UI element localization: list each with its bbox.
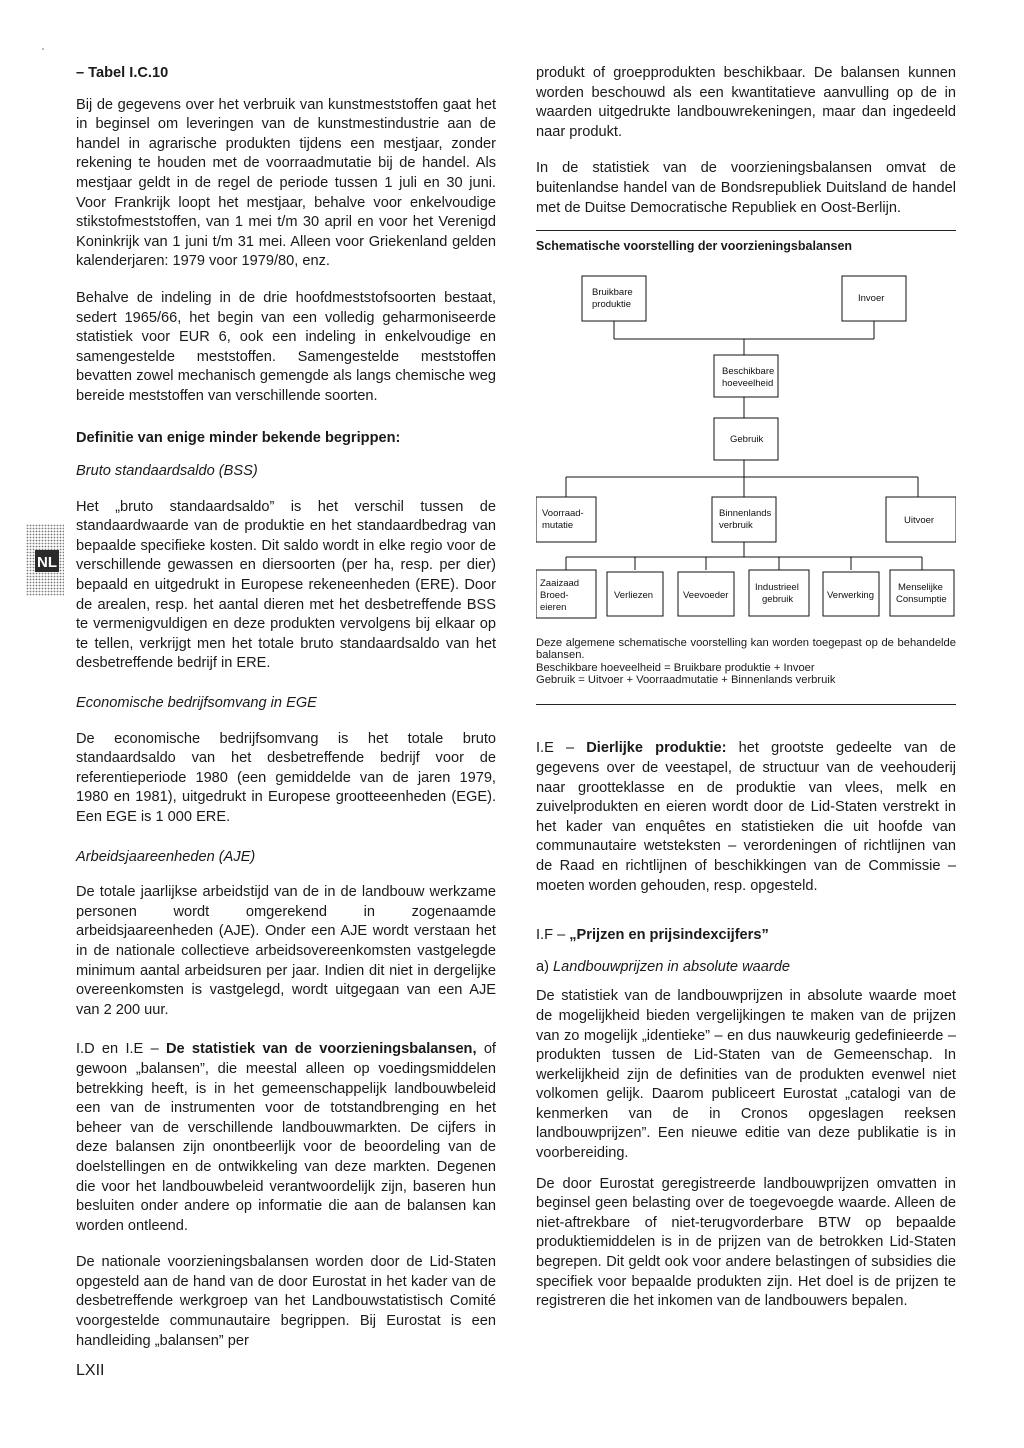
label-voorraad: Voorraad- — [542, 507, 584, 519]
nl-language-badge — [26, 524, 64, 596]
formula-beschikbare: Beschikbare hoeveelheid = Bruikbare produktie + Invoer — [536, 661, 815, 674]
prices-paragraph-2: De door Eurostat geregistreerde landbouwprijzen omvatten in beginsel geen belasting over de toegevoegde waarde. Alleen de niet-aftrekbare of niet-terugvorderbare BTW op bepaalde produktiemiddelen is in de prijzen van de betrokken Lid-Staten begrepen. Dit geldt ook voor andere belastingen of subsidies die specifiek voor bepaalde produkten zijn. Het doel is de prijzen te registreren die het inkomen van de landbouwers bepalen. — [536, 1175, 956, 1310]
svg-text:NL: NL — [37, 554, 57, 571]
absolute-prices-subheading: a) Landbouwprijzen in absolute waarde — [536, 958, 790, 975]
label-verwerking: Verwerking — [827, 589, 874, 601]
label-verliezen: Verliezen — [614, 589, 654, 601]
table-reference: – Tabel I.C.10 — [76, 65, 169, 81]
label-industrieel: Industrieel — [755, 581, 799, 593]
formula-gebruik: Gebruik = Uitvoer + Voorraadmutatie + Binnenlands verbruik — [536, 673, 836, 686]
label-industrieel-gebruik: gebruik — [762, 593, 794, 605]
ege-subheading: Economische bedrijfsomvang in EGE — [76, 695, 317, 712]
paragraph-fertilizer-use: Bij de gegevens over het verbruik van kunstmeststoffen gaat het in beginsel om leveringen van de kunstmestindustrie aan de handel in agrarische produkten tijdens een mestjaar, zonder rekening te houden met de voorraadmutatie bij de handel. Als mestjaar geldt in de regel de periode tussen 1 juli en 30 juni. Voor Frankrijk loopt het mestjaar, behalve voor enkelvoudige stikstofmeststoffen, van 1 mei t/m 30 april en voor het Verenigd Koninkrijk van 1 juni t/m 31 mei. Alleen voor Griekenland gelden kalenderjaren: 1979 voor 1979/80, enz. — [76, 96, 496, 270]
left-column — [76, 64, 496, 1368]
label-verbruik: verbruik — [719, 519, 753, 531]
divider-top — [536, 230, 956, 231]
label-zaaizaad: Zaaizaad — [540, 577, 580, 589]
label-hoeveelheid: hoeveelheid — [722, 377, 774, 389]
label-veevoeder: Veevoeder — [683, 589, 729, 601]
animal-production-paragraph: I.E – Dierlijke produktie: het grootste gedeelte van de gegevens over de veestapel, de structuur van de veehouderij naar grootteklasse en de produktie van vlees, melk en zuivelprodukten en eieren wordt door de Lid-Staten verstrekt in het kader van enquêtes en statistieken die uit hoofde van communautaire wetsteksten – verordeningen of richtlijnen van de Raad en richtlijnen of beschikkingen van de Commissie – moeten worden gehouden, resp. opgesteld. — [536, 740, 957, 894]
bss-paragraph: Het „bruto standaardsaldo” is het verschil tussen de standaardwaarde van de produktie en het standaardbedrag van bepaalde specifieke kosten. Dit saldo wordt in elke regio voor de verschillende gewassen en diersoorten (per ha, resp. per dier) bepaald en uitgedrukt in Europese rekeneenheden (ERE). Door de arealen, resp. het aantal dieren met het desbetreffende BSS te vermenigvuldigen en deze produkten vervolgens bij elkaar op te tellen, verkrijgt men het totale bruto standaardsaldo van het desbetreffende bedrijf in ERE. — [76, 498, 496, 672]
speck — [42, 48, 44, 50]
label-consumptie: Consumptie — [896, 593, 947, 605]
label-menselijke: Menselijke — [898, 581, 943, 593]
prices-paragraph-1: De statistiek van de landbouwprijzen in absolute waarde moet de mogelijkheid bieden vergelijkingen te maken van de prijzen van zo mogelijk „identieke” – en dus nauwkeurig gedefinieerde – produkten tussen de Lid-Staten van de Gemeenschap. In werkelijkheid zijn de definities van de produkten evenwel niet volkomen gelijk. Daarom publiceert Eurostat „catalogi van de kenmerken van de in Cronos opgeslagen reeksen landbouwprijzen”. Een nieuwe editie van deze publikatie is in voorbereiding. — [536, 988, 956, 1162]
label-invoer: Invoer — [858, 292, 885, 304]
label-produktie: produktie — [592, 298, 632, 310]
label-mutatie: mutatie — [542, 519, 574, 531]
foreign-trade-paragraph: In de statistiek van de voorzieningsbalansen omvat de buitenlandse handel van de Bondsrepubliek Duitsland de handel met de Duitse Democratische Republiek en Oost-Berlijn. — [536, 160, 956, 216]
definitions-heading: Definitie van enige minder bekende begrippen: — [76, 429, 401, 446]
aje-paragraph: De totale jaarlijkse arbeidstijd van de in de landbouw werkzame personen wordt omgerekend in zogenaamde arbeidsjaareenheden (AJE). Onder een AJE wordt verstaan het in de nationale collectieve arbeidsovereenkomsten vastgelegde minimum aantal arbeidsuren per jaar. Indien dit niet in dergelijke overeenkomsten is vastgelegd, wordt uitgegaan van een AJE van 2 200 uur. — [76, 884, 496, 1018]
label-gebruik: Gebruik — [730, 433, 764, 445]
label-eieren: eieren — [540, 601, 567, 613]
diagram-caption: Deze algemene schematische voorstelling kan worden toegepast op de behandelde balansen. — [536, 636, 956, 662]
balances-paragraph: I.D en I.E – De statistiek van de voorzieningsbalansen, of gewoon „balansen”, die meestal alleen op voedingsmiddelen betrekking heeft, is in het gemeenschappelijk landbouwbeleid een van de instrumenten voor de totstandbrenging en het beheer van de verschillende landbouwmarkten. De cijfers in deze balansen zijn onontbeerlijk voor de beoordeling van de doelstellingen en de ontwikkeling van deze markten. Degenen die voor het landbouwbeleid verantwoordelijk zijn, baseren hun besluiten onder andere op informatie die aan de balansen kan worden ontleend. — [76, 1041, 496, 1234]
prices-heading: I.F – „Prijzen en prijsindexcijfers” — [536, 927, 769, 944]
balances-continued-paragraph: produkt of groepprodukten beschikbaar. De balansen kunnen worden beschouwd als een kwantitatieve aanvulling op de in waarden uitgedrukte landbouwrekeningen, maar dan ingedeeld naar produkt. — [536, 65, 956, 140]
menselijke-consumptie-box — [890, 570, 954, 616]
page-number: LXII — [76, 1362, 105, 1379]
industrieel-gebruik-box — [749, 570, 809, 616]
divider-bottom — [536, 704, 956, 705]
bss-subheading: Bruto standaardsaldo (BSS) — [76, 463, 258, 480]
diagram-title: Schematische voorstelling der voorzieningsbalansen — [536, 239, 853, 254]
aje-subheading: Arbeidsjaareenheden (AJE) — [76, 848, 256, 865]
label-broed: Broed- — [540, 589, 569, 601]
balances-flow-diagram — [536, 265, 956, 657]
label-bruikbare: Bruikbare — [592, 286, 633, 298]
national-balances-paragraph: De nationale voorzieningsbalansen worden door de Lid-Staten opgesteld aan de hand van de door Eurostat in het kader van de desbetreffende werkgroep van het Landbouwstatistisch Comité voorgestelde communautaire begrippen. Bij Eurostat is een handleiding „balansen” per — [76, 1254, 496, 1349]
label-beschikbare: Beschikbare — [722, 365, 775, 377]
label-binnenlands: Binnenlands — [719, 507, 772, 519]
right-column — [536, 64, 956, 1329]
label-uitvoer: Uitvoer — [904, 514, 935, 526]
ege-paragraph: De economische bedrijfsomvang is het totale bruto standaardsaldo van het desbetreffende bedrijf voor de referentieperiode 1980 (een gemiddelde van de jaren 1979, 1980 en 1981), uitgedrukt in Europese grootteeenheden (EGE). Een EGE is 1 000 ERE. — [76, 730, 496, 825]
paragraph-fertilizer-classification: Behalve de indeling in de drie hoofdmeststofsoorten bestaat, sedert 1965/66, het begin van een volledig geharmoniseerde statistiek voor EUR 6, ook een indeling in enkelvoudige en samengestelde meststoffen. Samengestelde meststoffen bevatten zowel mechanisch gemengde als langs chemische weg bereide meststoffen van verschillende soorten. — [76, 289, 496, 404]
